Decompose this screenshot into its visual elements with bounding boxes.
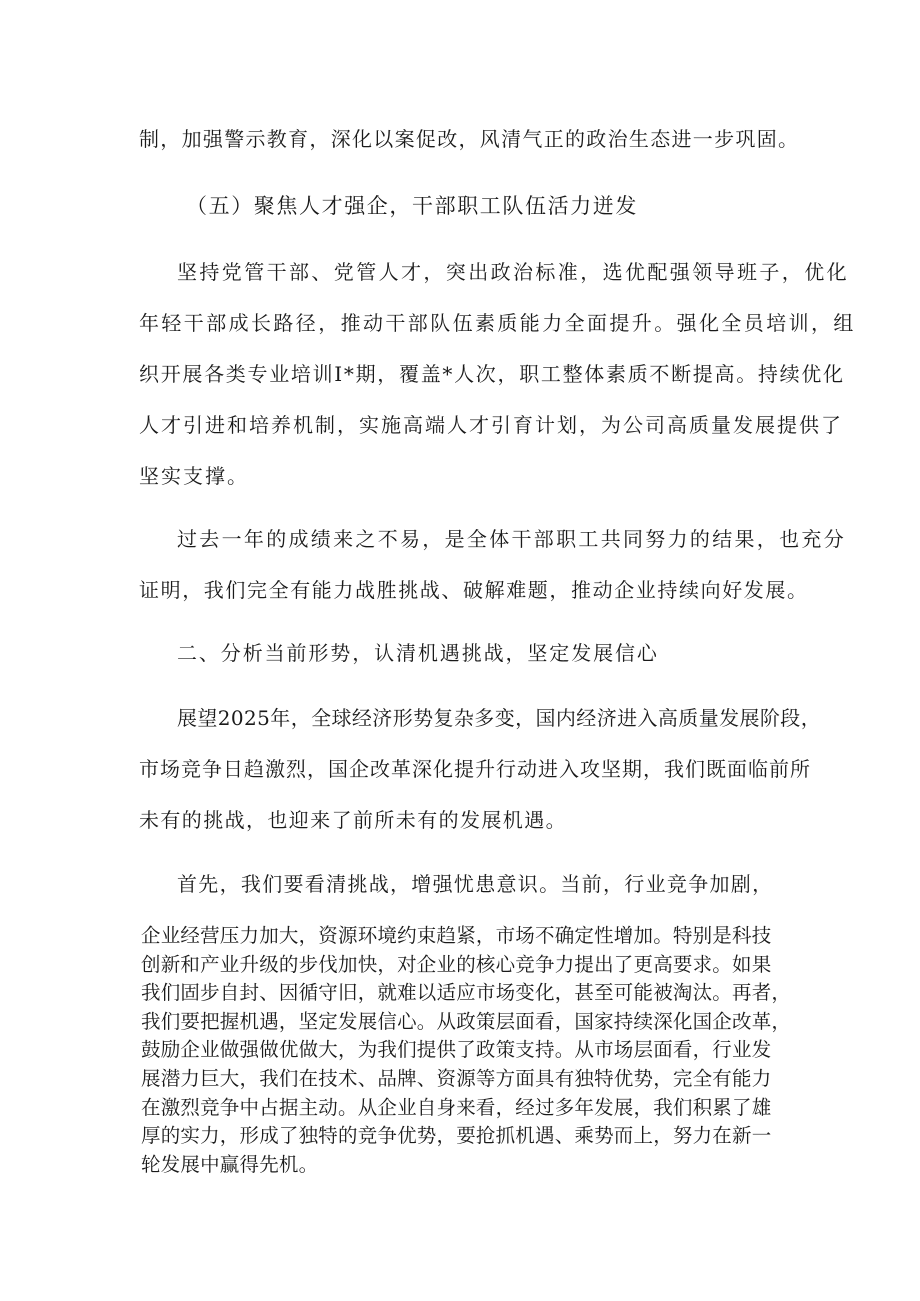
para-dense-line-5: 鼓励企业做强做优做大，为我们提供了政策支持。从市场层面看，行业发 <box>141 1038 772 1062</box>
para-dense-line-8: 厚的实力，形成了独特的竞争优势，要抢抓机遇、乘势而上，努力在新一 <box>141 1124 772 1148</box>
para-summary-line-1: 过去一年的成绩来之不易，是全体干部职工共同努力的结果，也充分 <box>177 527 846 551</box>
para-talent-line-1: 坚持党管干部、党管人才，突出政治标准，选优配强领导班子，优化 <box>177 260 849 284</box>
para-dense-line-9: 轮发展中赢得先机。 <box>141 1152 319 1176</box>
para-talent-line-5: 坚实支撑。 <box>139 464 249 488</box>
para-dense-line-3: 我们固步自封、因循守旧，就难以适应市场变化，甚至可能被淘汰。再者， <box>141 981 792 1005</box>
section-heading-two: 二、分析当前形势，认清机遇挑战，坚定发展信心 <box>177 641 659 665</box>
para-dense-line-6: 展潜力巨大，我们在技术、品牌、资源等方面具有独特优势，完全有能力 <box>141 1066 772 1090</box>
para-dense-line-1: 企业经营压力加大，资源环境约束趋紧，市场不确定性增加。特别是科技 <box>141 924 772 947</box>
para-talent-line-2: 年轻干部成长路径，推动干部队伍素质能力全面提升。强化全员培训，组 <box>139 311 856 335</box>
para-first-line: 首先，我们要看清挑战，增强忧患意识。当前，行业竞争加剧， <box>177 872 774 896</box>
para-challenges-opportunities <box>141 922 791 1179</box>
para-dense-line-7: 在激烈竞争中占据主动。从企业自身来看，经过多年发展，我们积累了雄 <box>141 1095 772 1119</box>
para-outlook-line-3: 未有的挑战，也迎来了前所未有的发展机遇。 <box>139 808 567 832</box>
para-outlook-line-1: 展望2025年，全球经济形势复杂多变，国内经济进入高质量发展阶段， <box>177 706 822 730</box>
para-talent-line-4: 人才引进和培养机制，实施高端人才引育计划，为公司高质量发展提供了 <box>139 413 843 437</box>
para-outlook-line-2: 市场竞争日趋激烈，国企改革深化提升行动进入攻坚期，我们既面临前所 <box>139 757 811 781</box>
para-dense-line-2: 创新和产业升级的步伐加快，对企业的核心竞争力提出了更高要求。如果 <box>141 952 772 976</box>
continuation-line: 制，加强警示教育，深化以案促改，风清气正的政治生态进一步巩固。 <box>139 127 800 151</box>
para-talent-line-3: 织开展各类专业培训I*期，覆盖*人次，职工整体素质不断提高。持续优化 <box>139 362 845 386</box>
section-heading-five: （五）聚焦人才强企，干部职工队伍活力迸发 <box>186 194 638 218</box>
para-dense-line-4: 我们要把握机遇，坚定发展信心。从政策层面看，国家持续深化国企改革， <box>141 1009 792 1033</box>
para-summary-line-2: 证明，我们完全有能力战胜挑战、破解难题，推动企业持续向好发展。 <box>139 578 809 602</box>
